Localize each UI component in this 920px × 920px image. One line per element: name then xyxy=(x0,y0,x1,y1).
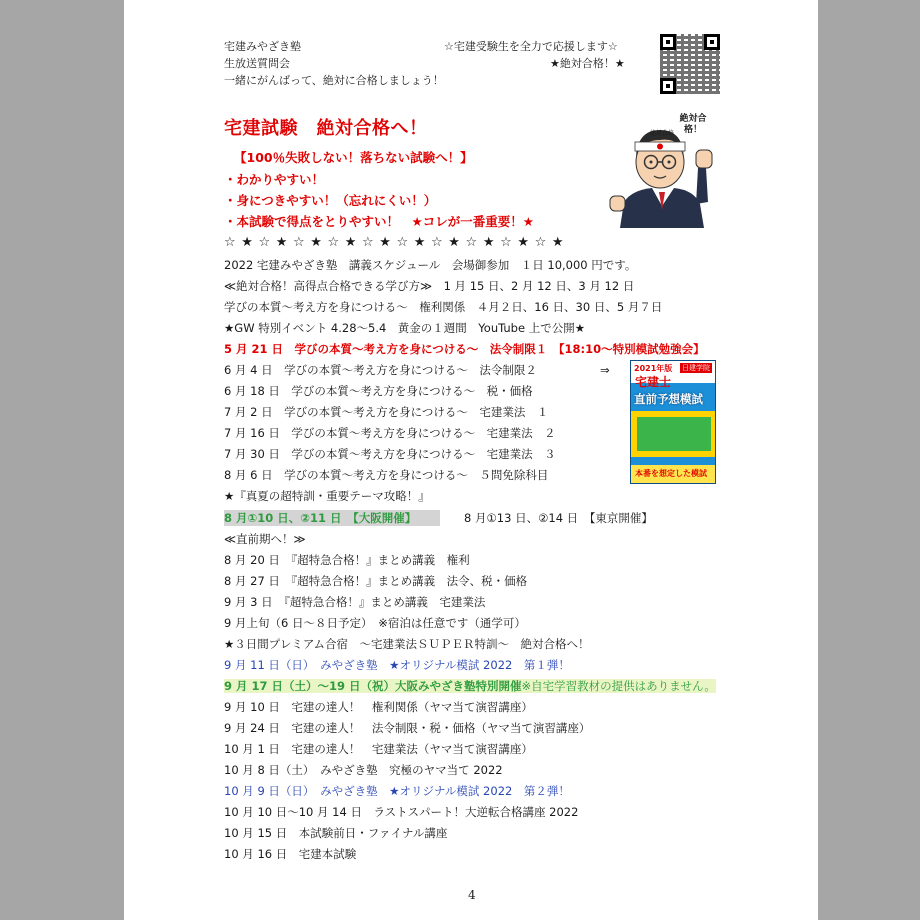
schedule-line: 9 月 3 日 『超特急合格！』まとめ講義 宅建業法 xyxy=(224,595,486,609)
headline-line-1: 【100％失敗しない！落ちない試験へ！】 xyxy=(234,150,473,165)
schedule-line: 8 月 27 日 『超特急合格！』まとめ講義 法令、税・価格 xyxy=(224,574,528,588)
schedule-line: 7 月 2 日 学びの本質〜考え方を身につける〜 宅建業法 １ xyxy=(224,405,549,419)
schedule-line: 学びの本質〜考え方を身につける〜 権利関係 ４月２日、16 日、30 日、5 月７日 xyxy=(224,300,663,314)
schedule-mock-exam-1: 9 月 11 日（日） みやざき塾 ★オリジナル模試 2022 第１弾！ xyxy=(224,658,570,672)
schedule-line-highlight: 5 月 21 日 学びの本質〜考え方を身につける〜 法令制限１ 【18:10〜特別模試勉強会】 xyxy=(224,342,705,356)
book-tagline: 本番を想定した模試 xyxy=(635,469,707,478)
schedule-osaka-special-note: ※自宅学習教材の提供はありません。 xyxy=(521,679,716,693)
schedule-line: 9 月上旬（6 日〜８日予定） ※宿泊は任意です（通学可） xyxy=(224,616,526,630)
schedule-line: ★３日間プレミアム合宿 〜宅建業法ＳＵＰＥＲ特訓〜 絶対合格へ！ xyxy=(224,637,590,651)
schedule-line: 9 月 24 日 宅建の達人！ 法令制限・税・価格（ヤマ当て演習講座） xyxy=(224,721,591,735)
headline-title: 宅建試験 絶対合格へ！ xyxy=(224,118,428,139)
mascot-speech-text: 絶対合格！ xyxy=(679,114,707,135)
schedule-line: 9 月 10 日 宅建の達人！ 権利関係（ヤマ当て演習講座） xyxy=(224,700,533,714)
book-publisher: 日建学院 xyxy=(682,364,710,372)
schedule-line: 7 月 30 日 学びの本質〜考え方を身につける〜 宅建業法 ３ xyxy=(224,447,556,461)
star-divider: ☆★☆★☆★☆★☆★☆★☆★☆★☆★☆★ xyxy=(224,235,570,250)
header-left-line3: 一緒にがんばって、絶対に合格しましょう！ xyxy=(224,74,444,87)
schedule-line: 8 月 20 日 『超特急合格！』まとめ講義 権利 xyxy=(224,553,470,567)
schedule-line: 6 月 18 日 学びの本質〜考え方を身につける〜 税・価格 xyxy=(224,384,533,398)
schedule-line: ★『真夏の超特訓・重要テーマ攻略！』 xyxy=(224,489,430,503)
book-year: 2021年版 xyxy=(634,364,673,373)
schedule-line: 10 月 8 日（土） みやざき塾 究極のヤマ当て 2022 xyxy=(224,763,503,777)
schedule-line: 10 月 16 日 宅建本試験 xyxy=(224,847,357,861)
book-title-sub: 直前予想模試 xyxy=(634,392,703,406)
schedule-line: 7 月 16 日 学びの本質〜考え方を身につける〜 宅建業法 ２ xyxy=(224,426,556,440)
header-right-line1: ☆宅建受験生を全力で応援します☆ xyxy=(444,40,618,53)
schedule-osaka-special-date: 9 月 17 日（土）〜19 日（祝）大阪みやざき塾特別開催 xyxy=(224,679,522,693)
headline-line-3: ・身につきやすい！（忘れにくい！） xyxy=(224,193,437,208)
schedule-line: 6 月 4 日 学びの本質〜考え方を身につける〜 法令制限２ xyxy=(224,363,537,377)
header-right-line2: ★絶対合格！★ xyxy=(550,57,625,70)
schedule-line: 10 月 1 日 宅建の達人！ 宅建業法（ヤマ当て演習講座） xyxy=(224,742,533,756)
headline-line-2: ・わかりやすい！ xyxy=(224,172,325,187)
schedule-line: 10 月 10 日〜10 月 14 日 ラストスパート！大逆転合格講座 2022 xyxy=(224,805,579,819)
page-number: 4 xyxy=(468,888,476,902)
schedule-intro: 2022 宅建みやざき塾 講義スケジュール 会場御参加 １日 10,000 円です。 xyxy=(224,258,637,272)
header-left-line2: 生放送質問会 xyxy=(224,57,290,70)
schedule-line: ≪絶対合格！高得点合格できる学び方≫ 1 月 15 日、2 月 12 日、3 月 12 日 xyxy=(224,279,635,293)
schedule-line: ★GW 特別イベント 4.28〜5.4 黄金の１週間 YouTube 上で公開★ xyxy=(224,321,586,335)
schedule-line: 10 月 15 日 本試験前日・ファイナル講座 xyxy=(224,826,448,840)
schedule-mock-exam-2: 10 月 9 日（日） みやざき塾 ★オリジナル模試 2022 第２弾！ xyxy=(224,784,570,798)
document-page xyxy=(124,0,818,920)
headline-line-4: ・本試験で得点をとりやすい！ ★コレが一番重要！★ xyxy=(224,214,534,229)
book-cover-image xyxy=(630,360,716,484)
schedule-osaka-session: 8 月①10 日、②11 日 【大阪開催】 xyxy=(224,510,440,526)
book-title-main: 宅建士 xyxy=(635,375,672,389)
arrow-right-icon: ⇒ xyxy=(600,363,610,377)
mascot-headband-text: 絶対合格 xyxy=(650,130,675,137)
schedule-osaka-special xyxy=(224,679,716,693)
header-left-line1: 宅建みやざき塾 xyxy=(224,40,301,53)
schedule-line: ≪直前期へ！≫ xyxy=(224,532,306,546)
schedule-tokyo-session: 8 月①13 日、②14 日 【東京開催】 xyxy=(464,511,653,525)
qr-code-icon xyxy=(660,34,720,94)
schedule-line: 8 月 6 日 学びの本質〜考え方を身につける〜 ５問免除科目 xyxy=(224,468,549,482)
